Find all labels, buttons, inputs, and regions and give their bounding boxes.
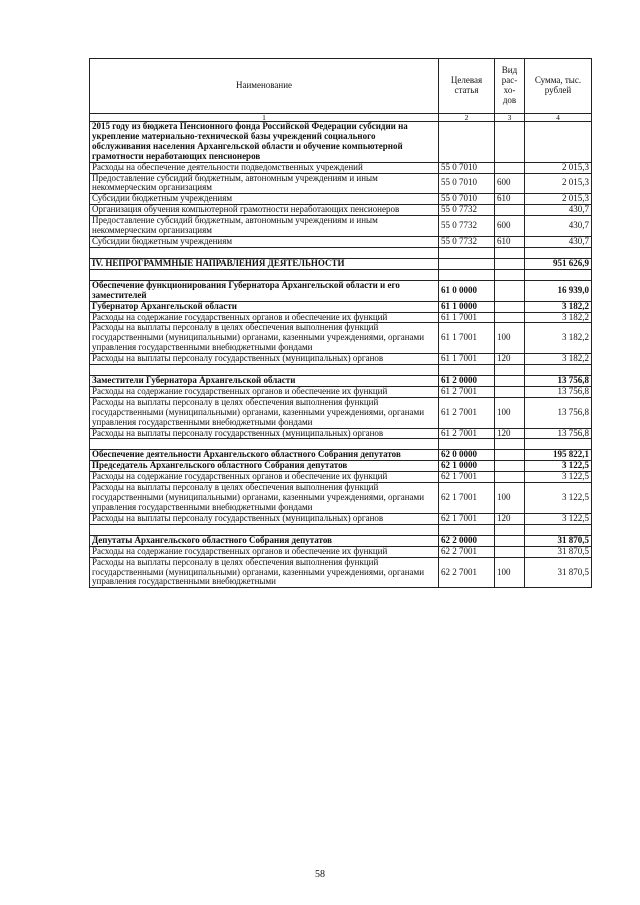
header-code: Целевая статья (439, 59, 495, 114)
row-sum-cell: 3 182,2 (525, 301, 592, 312)
row-sum-cell: 16 939,0 (525, 280, 592, 301)
table-row-section (90, 122, 592, 163)
column-number-row (90, 114, 592, 122)
row-sum-cell: 13 756,8 (525, 428, 592, 439)
empty-cell (90, 439, 439, 450)
row-vr-cell: 120 (495, 513, 525, 524)
table-row-section (90, 376, 592, 387)
header-vr-line: рас- (501, 75, 518, 86)
table-spacer-row (90, 269, 592, 280)
table-row-section (90, 301, 592, 312)
row-vr-cell (495, 280, 525, 301)
row-vr-cell (495, 312, 525, 323)
row-sum-cell: 31 870,5 (525, 557, 592, 588)
row-code-cell: 61 1 7001 (439, 323, 495, 354)
row-name-cell: Организация обучения компьютерной грамотности неработающих пенсионеров (90, 205, 439, 216)
table-spacer-row (90, 439, 592, 450)
row-code-cell: 55 0 7732 (439, 205, 495, 216)
row-vr-cell (495, 376, 525, 387)
table-row (90, 354, 592, 365)
table-spacer-row (90, 524, 592, 535)
table-spacer-row (90, 247, 592, 258)
row-name-cell: Субсидии бюджетным учреждениям (90, 236, 439, 247)
row-vr-cell (495, 258, 525, 269)
row-name-cell: IV. НЕПРОГРАММНЫЕ НАПРАВЛЕНИЯ ДЕЯТЕЛЬНОСТИ (90, 258, 439, 269)
budget-table (89, 58, 592, 588)
row-sum-cell: 430,7 (525, 205, 592, 216)
row-sum-cell: 13 756,8 (525, 376, 592, 387)
empty-cell (90, 524, 439, 535)
row-name-cell: Расходы на выплаты персоналу в целях обеспечения выполнения функций государственными (муниципальными) органами, казенными учреждениями, органами управления государственными внебюджетными (90, 557, 439, 588)
page-number: 58 (315, 869, 325, 880)
row-name-cell: Расходы на содержание государственных органов и обеспечение их функций (90, 472, 439, 483)
row-sum-cell: 3 182,2 (525, 323, 592, 354)
empty-cell (90, 365, 439, 376)
table-spacer-row (90, 365, 592, 376)
empty-cell (525, 247, 592, 258)
row-sum-cell: 3 122,5 (525, 461, 592, 472)
row-vr-cell (495, 546, 525, 557)
empty-cell (495, 524, 525, 535)
row-name-cell: Председатель Архангельского областного Собрания депутатов (90, 461, 439, 472)
row-sum-cell: 13 756,8 (525, 386, 592, 397)
row-name-cell: Расходы на выплаты персоналу государственных (муниципальных) органов (90, 428, 439, 439)
row-code-cell: 61 2 7001 (439, 428, 495, 439)
row-code-cell (439, 258, 495, 269)
empty-cell (495, 439, 525, 450)
row-vr-cell (495, 535, 525, 546)
row-code-cell: 61 2 7001 (439, 386, 495, 397)
row-name-cell: Предоставление субсидий бюджетным, автономным учреждениям и иным некоммерческим организациям (90, 216, 439, 237)
row-code-cell: 55 0 7732 (439, 216, 495, 237)
row-name-cell: Расходы на выплаты персоналу в целях обеспечения выполнения функций государственными (муниципальными) органами, казенными учреждениями, органами управления государственными внебюджетными фондами (90, 323, 439, 354)
row-sum-cell: 2 015,3 (525, 162, 592, 173)
empty-cell (90, 247, 439, 258)
table-row (90, 205, 592, 216)
row-code-cell: 62 1 7001 (439, 513, 495, 524)
row-vr-cell (495, 162, 525, 173)
row-name-cell: Расходы на выплаты персоналу государственных (муниципальных) органов (90, 513, 439, 524)
row-code-cell: 62 1 7001 (439, 483, 495, 514)
empty-cell (439, 365, 495, 376)
table-body (90, 122, 592, 588)
row-vr-cell: 610 (495, 194, 525, 205)
row-code-cell: 55 0 7010 (439, 173, 495, 194)
row-sum-cell: 3 122,5 (525, 483, 592, 514)
row-sum-cell: 3 182,2 (525, 354, 592, 365)
row-sum-cell (525, 122, 592, 163)
empty-cell (495, 269, 525, 280)
row-name-cell: Депутаты Архангельского областного Собрания депутатов (90, 535, 439, 546)
row-sum-cell: 3 122,5 (525, 513, 592, 524)
table-row-section (90, 258, 592, 269)
row-vr-cell (495, 386, 525, 397)
row-vr-cell (495, 301, 525, 312)
row-code-cell: 62 1 7001 (439, 472, 495, 483)
row-code-cell: 55 0 7010 (439, 162, 495, 173)
row-code-cell: 55 0 7010 (439, 194, 495, 205)
empty-cell (525, 439, 592, 450)
table-row (90, 216, 592, 237)
row-sum-cell: 31 870,5 (525, 546, 592, 557)
header-vr-line: хо- (503, 85, 516, 95)
row-name-cell: Расходы на выплаты персоналу в целях обеспечения выполнения функций государственными (муниципальными) органами, казенными учреждениями, органами управления государственными внебюджетными фондами (90, 483, 439, 514)
table-row (90, 483, 592, 514)
row-code-cell: 62 1 0000 (439, 461, 495, 472)
row-code-cell: 62 2 7001 (439, 557, 495, 588)
row-code-cell: 61 2 7001 (439, 397, 495, 428)
row-name-cell: Предоставление субсидий бюджетным, автономным учреждениям и иным некоммерческим организациям (90, 173, 439, 194)
row-name-cell: Обеспечение функционирования Губернатора Архангельской области и его заместителей (90, 280, 439, 301)
row-name-cell: Расходы на выплаты персоналу государственных (муниципальных) органов (90, 354, 439, 365)
row-vr-cell: 100 (495, 557, 525, 588)
row-vr-cell: 600 (495, 173, 525, 194)
column-number: 1 (90, 114, 439, 122)
row-vr-cell: 100 (495, 397, 525, 428)
table-row (90, 173, 592, 194)
row-name-cell: Заместители Губернатора Архангельской области (90, 376, 439, 387)
table-row (90, 162, 592, 173)
header-sum: Сумма, тыс. рублей (525, 59, 592, 114)
table-row-section (90, 450, 592, 461)
table-row-section (90, 461, 592, 472)
row-name-cell: Субсидии бюджетным учреждениям (90, 194, 439, 205)
row-sum-cell: 2 015,3 (525, 173, 592, 194)
empty-cell (495, 247, 525, 258)
table-row (90, 472, 592, 483)
empty-cell (439, 247, 495, 258)
column-number: 4 (525, 114, 592, 122)
row-code-cell: 61 1 7001 (439, 312, 495, 323)
row-vr-cell: 120 (495, 428, 525, 439)
row-sum-cell: 2 015,3 (525, 194, 592, 205)
table-header-row (90, 59, 592, 114)
row-name-cell: Расходы на содержание государственных органов и обеспечение их функций (90, 546, 439, 557)
row-code-cell: 61 1 7001 (439, 354, 495, 365)
row-vr-cell (495, 450, 525, 461)
table-row (90, 546, 592, 557)
row-sum-cell: 3 182,2 (525, 312, 592, 323)
row-vr-cell (495, 122, 525, 163)
budget-table-container (89, 58, 591, 588)
row-vr-cell (495, 472, 525, 483)
column-number: 3 (495, 114, 525, 122)
row-code-cell: 61 1 0000 (439, 301, 495, 312)
empty-cell (525, 365, 592, 376)
row-name-cell: 2015 году из бюджета Пенсионного фонда Российской Федерации субсидии на укрепление материально-технической базы учреждений социального обслуживания населения Архангельской области и обучение компьютерной грамотности неработающих пенсионеров (90, 122, 439, 163)
row-sum-cell: 3 122,5 (525, 472, 592, 483)
row-name-cell: Обеспечение деятельности Архангельского областного Собрания депутатов (90, 450, 439, 461)
table-row (90, 312, 592, 323)
table-row (90, 386, 592, 397)
row-sum-cell: 430,7 (525, 216, 592, 237)
row-sum-cell: 430,7 (525, 236, 592, 247)
row-code-cell: 62 2 7001 (439, 546, 495, 557)
empty-cell (439, 439, 495, 450)
row-vr-cell: 100 (495, 323, 525, 354)
row-name-cell: Губернатор Архангельской области (90, 301, 439, 312)
table-row-section (90, 535, 592, 546)
row-sum-cell: 195 822,1 (525, 450, 592, 461)
row-sum-cell: 951 626,9 (525, 258, 592, 269)
empty-cell (495, 365, 525, 376)
empty-cell (439, 269, 495, 280)
header-vr-line: дов (502, 94, 517, 105)
empty-cell (90, 269, 439, 280)
table-row (90, 513, 592, 524)
header-name: Наименование (90, 59, 439, 114)
empty-cell (525, 269, 592, 280)
row-code-cell: 62 2 0000 (439, 535, 495, 546)
column-number: 2 (439, 114, 495, 122)
table-row (90, 236, 592, 247)
row-vr-cell (495, 205, 525, 216)
table-row (90, 557, 592, 588)
row-name-cell: Расходы на обеспечение деятельности подведомственных учреждений (90, 162, 439, 173)
row-vr-cell: 120 (495, 354, 525, 365)
row-code-cell: 55 0 7732 (439, 236, 495, 247)
row-vr-cell: 610 (495, 236, 525, 247)
table-row-section (90, 280, 592, 301)
row-code-cell: 61 0 0000 (439, 280, 495, 301)
row-sum-cell: 13 756,8 (525, 397, 592, 428)
table-row (90, 428, 592, 439)
row-vr-cell (495, 461, 525, 472)
header-vr-line: Вид (501, 65, 518, 76)
table-row (90, 323, 592, 354)
row-code-cell: 61 2 0000 (439, 376, 495, 387)
row-name-cell: Расходы на выплаты персоналу в целях обеспечения выполнения функций государственными (муниципальными) органами, казенными учреждениями, органами управления государственными внебюджетными фондами (90, 397, 439, 428)
row-vr-cell: 100 (495, 483, 525, 514)
row-vr-cell: 600 (495, 216, 525, 237)
table-row (90, 397, 592, 428)
row-sum-cell: 31 870,5 (525, 535, 592, 546)
empty-cell (439, 524, 495, 535)
row-name-cell: Расходы на содержание государственных органов и обеспечение их функций (90, 386, 439, 397)
row-name-cell: Расходы на содержание государственных органов и обеспечение их функций (90, 312, 439, 323)
empty-cell (525, 524, 592, 535)
table-row (90, 194, 592, 205)
header-vr (495, 59, 525, 114)
row-code-cell: 62 0 0000 (439, 450, 495, 461)
row-code-cell (439, 122, 495, 163)
